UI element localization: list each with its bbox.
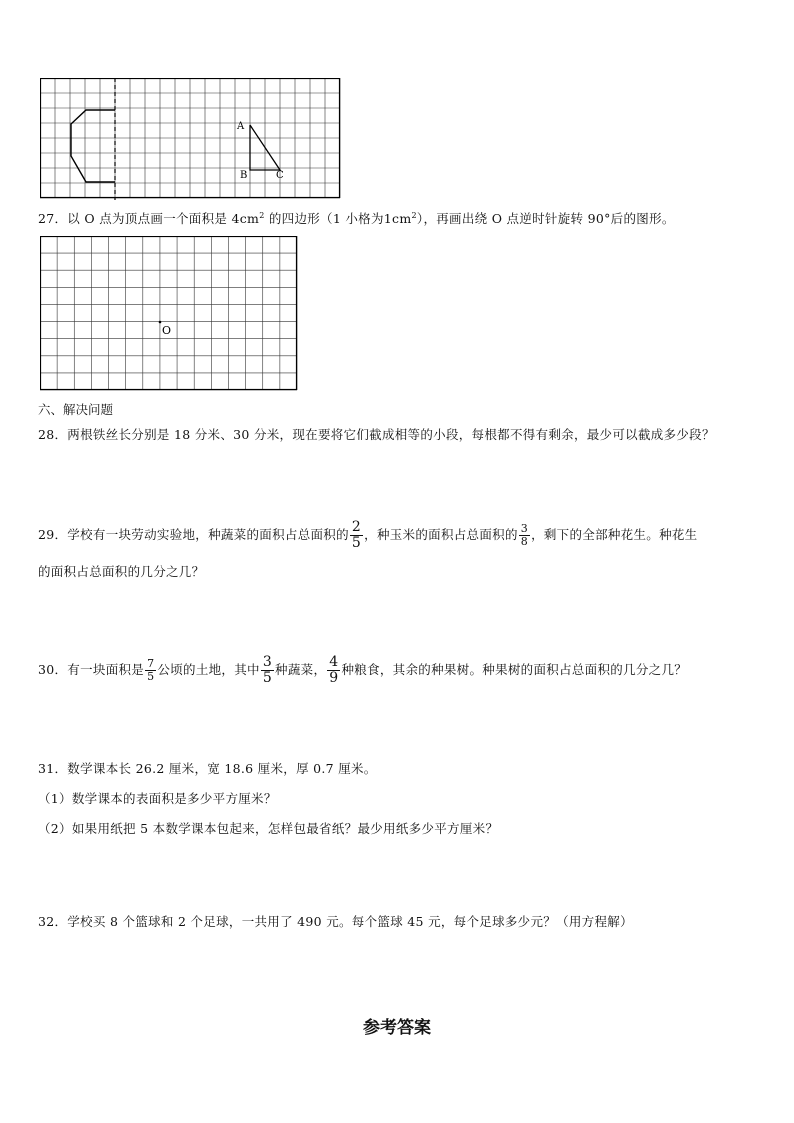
- point-o-label: O: [162, 324, 172, 337]
- frac-num: 4: [329, 654, 339, 670]
- frac-den: 8: [520, 535, 529, 548]
- frac-num: 2: [351, 519, 362, 535]
- fraction-3-8: [519, 523, 530, 548]
- q30-text-a: 30．有一块面积是: [38, 662, 145, 677]
- grid-border: [41, 237, 297, 390]
- question-31-part1: （1）数学课本的表面积是多少平方厘米？: [38, 791, 277, 806]
- question-28: 28．两根铁丝长分别是 18 分米、30 分米，现在要将它们截成相等的小段，每根都不得有剩余，最少可以截成多少段？: [38, 427, 715, 442]
- q27-text-b: 的四边形（1 小格为1cm: [264, 211, 412, 227]
- frac-num: 7: [147, 657, 155, 670]
- question-32: 32．学校买 8 个篮球和 2 个足球，一共用了 490 元。每个篮球 45 元，每个足球多少元？（用方程解）: [38, 914, 633, 929]
- figure-grid-2: [40, 236, 299, 392]
- frac-den: 5: [147, 670, 155, 683]
- point-a-label: A: [237, 121, 245, 132]
- question-31: 31．数学课本长 26.2 厘米，宽 18.6 厘米，厚 0.7 厘米。: [38, 761, 377, 776]
- q30-text-d: 种粮食，其余的种果树。种果树的面积占总面积的几分之几？: [341, 662, 688, 677]
- hexagon-shape: [71, 110, 115, 182]
- point-b-label: B: [240, 170, 248, 181]
- q29-text-b: ，种玉米的面积占总面积的: [364, 527, 518, 542]
- frac-den: 9: [329, 670, 339, 686]
- question-31-part2: （2）如果用纸把 5 本数学课本包起来，怎样包最省纸？最少用纸多少平方厘米？: [38, 821, 499, 836]
- fraction-3-5: [261, 655, 274, 686]
- question-29: [38, 520, 697, 551]
- fraction-4-9: [327, 655, 340, 686]
- point-o: [159, 321, 162, 324]
- frac-den: 5: [351, 535, 362, 551]
- q30-text-c: 种蔬菜，: [275, 662, 327, 677]
- answer-heading: 参考答案: [363, 1018, 431, 1038]
- frac-num: 3: [520, 522, 529, 535]
- q29-text-a: 29．学校有一块劳动实验地，种蔬菜的面积占总面积的: [38, 527, 349, 542]
- fraction-2-5: [350, 520, 363, 551]
- q27-text-a: 27．以 O 点为顶点画一个面积是 4cm: [38, 211, 260, 227]
- q29-text-c: ，剩下的全部种花生。种花生: [531, 527, 698, 542]
- question-27: [38, 207, 675, 228]
- q27-text-c: ），再画出绕 O 点逆时针旋转 90°后的图形。: [416, 211, 675, 227]
- q27-sup2: 2: [411, 211, 417, 220]
- q27-sup1: 2: [259, 211, 265, 220]
- point-c-label: C: [276, 170, 284, 181]
- question-30: [38, 655, 687, 686]
- section-6-title: 六、解决问题: [38, 402, 114, 417]
- figure-grid-1: [40, 78, 342, 200]
- question-29-line2: 的面积占总面积的几分之几？: [38, 564, 205, 579]
- q30-text-b: 公顷的土地，其中: [157, 662, 260, 677]
- frac-num: 3: [262, 654, 273, 670]
- fraction-7-5: [145, 658, 156, 683]
- frac-den: 5: [262, 670, 273, 686]
